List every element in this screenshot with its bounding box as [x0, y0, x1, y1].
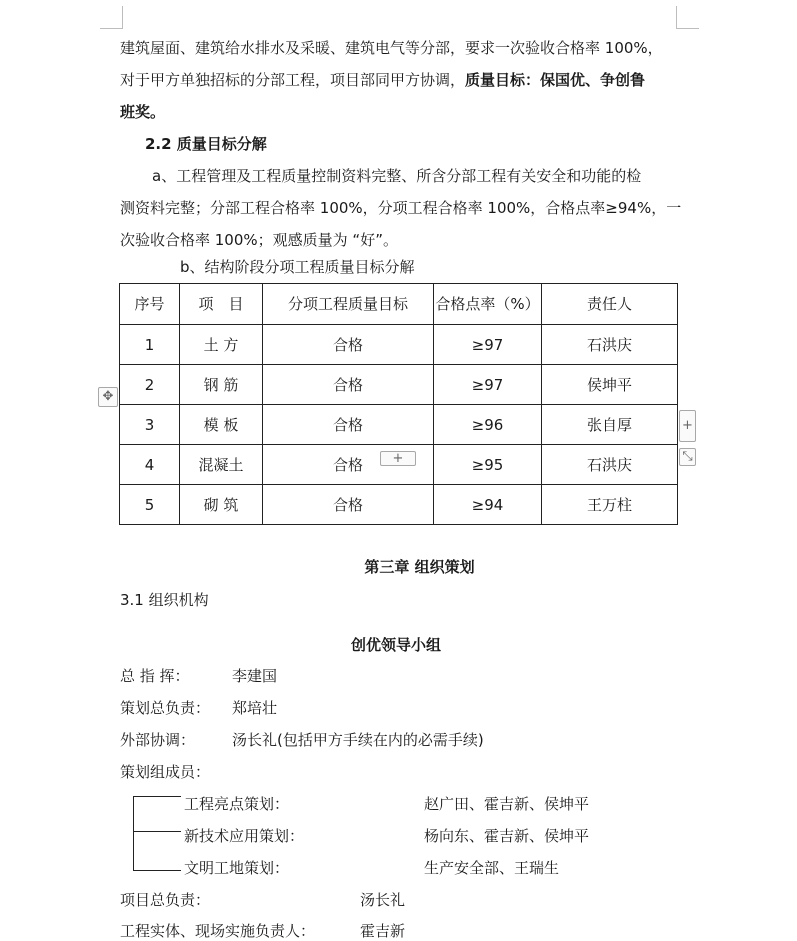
org-tree-connector: [133, 796, 134, 870]
role-label: 总 指 挥：: [120, 667, 190, 685]
member-role-label: 工程亮点策划：: [184, 795, 290, 813]
role-value: 郑培壮: [232, 699, 278, 717]
section-heading-2-2: 2.2 质量目标分解: [145, 135, 267, 153]
member-role-value: 生产安全部、王瑞生: [424, 859, 560, 877]
table-cell[interactable]: 合格: [263, 485, 434, 525]
add-column-button-icon[interactable]: +: [679, 410, 696, 442]
table-cell[interactable]: ≥94: [434, 485, 542, 525]
paragraph-line: a、工程管理及工程质量控制资料完整、所含分部工程有关安全和功能的检: [152, 167, 642, 185]
section-heading-3-1: 3.1 组织机构: [120, 591, 209, 609]
table-cell[interactable]: 合格: [263, 405, 434, 445]
table-header-cell[interactable]: 分项工程质量目标: [263, 284, 434, 325]
quality-goal-text: 班奖。: [120, 103, 166, 121]
quality-goal-text: 质量目标：保国优、争创鲁: [465, 71, 646, 89]
table-cell[interactable]: 合格: [263, 445, 434, 485]
table-cell[interactable]: 侯坤平: [542, 365, 678, 405]
table-cell[interactable]: 2: [120, 365, 180, 405]
members-label: 策划组成员：: [120, 763, 211, 781]
table-header-row: [120, 284, 678, 325]
table-cell[interactable]: ≥97: [434, 325, 542, 365]
table-move-handle-icon[interactable]: ✥: [98, 387, 118, 407]
table-row: [120, 365, 678, 405]
page-corner-mark-top-left: [100, 6, 123, 29]
member-role-value: 杨向东、霍吉新、侯坤平: [424, 827, 590, 845]
table-cell[interactable]: ≥95: [434, 445, 542, 485]
member-role-label: 文明工地策划：: [184, 859, 290, 877]
site-lead-value: 霍吉新: [360, 922, 406, 940]
role-label: 策划总负责：: [120, 699, 211, 717]
paragraph-line: 测资料完整；分部工程合格率 100%，分项工程合格率 100%，合格点率≥94%，一: [120, 199, 682, 217]
table-cell[interactable]: 4: [120, 445, 180, 485]
table-cell[interactable]: 石洪庆: [542, 445, 678, 485]
org-tree-branch: [133, 870, 181, 871]
table-row: [120, 485, 678, 525]
table-cell[interactable]: 土 方: [180, 325, 263, 365]
member-role-value: 赵广田、霍吉新、侯坤平: [424, 795, 590, 813]
table-header-cell[interactable]: 合格点率（%）: [434, 284, 542, 325]
org-tree-branch: [133, 831, 181, 832]
table-header-cell[interactable]: 项 目: [180, 284, 263, 325]
table-cell[interactable]: 3: [120, 405, 180, 445]
paragraph-line: [120, 70, 645, 90]
table-row: [120, 405, 678, 445]
quality-target-table: [119, 283, 678, 525]
table-cell[interactable]: 石洪庆: [542, 325, 678, 365]
paragraph-line: 建筑屋面、建筑给水排水及采暖、建筑电气等分部，要求一次验收合格率 100%，: [120, 39, 663, 57]
table-cell[interactable]: 模 板: [180, 405, 263, 445]
role-value: 汤长礼(包括甲方手续在内的必需手续): [232, 731, 484, 749]
role-value: 李建国: [232, 667, 278, 685]
group-title: 创优领导小组: [351, 636, 442, 654]
table-row: [120, 325, 678, 365]
page-corner-mark-top-right: [676, 6, 699, 29]
member-role-label: 新技术应用策划：: [184, 827, 305, 845]
project-lead-label: 项目总负责：: [120, 891, 211, 909]
table-cell[interactable]: 1: [120, 325, 180, 365]
table-cell[interactable]: 5: [120, 485, 180, 525]
table-cell[interactable]: 合格: [263, 325, 434, 365]
table-caption: b、结构阶段分项工程质量目标分解: [180, 258, 415, 276]
table-cell[interactable]: 混凝土: [180, 445, 263, 485]
org-tree-branch: [133, 796, 181, 797]
table-resize-handle-icon[interactable]: ⤡: [679, 448, 696, 466]
table-cell[interactable]: ≥96: [434, 405, 542, 445]
table-header-cell[interactable]: 责任人: [542, 284, 678, 325]
paragraph-text: 对于甲方单独招标的分部工程，项目部同甲方协调，: [120, 71, 466, 89]
table-cell[interactable]: 合格: [263, 365, 434, 405]
table-header-cell[interactable]: 序号: [120, 284, 180, 325]
add-row-button-icon[interactable]: +: [380, 451, 416, 466]
role-label: 外部协调：: [120, 731, 196, 749]
table-cell[interactable]: 王万柱: [542, 485, 678, 525]
project-lead-value: 汤长礼: [360, 891, 406, 909]
table-cell[interactable]: 钢 筋: [180, 365, 263, 405]
site-lead-label: 工程实体、现场实施负责人：: [120, 922, 316, 940]
table-cell[interactable]: ≥97: [434, 365, 542, 405]
chapter-title: 第三章 组织策划: [364, 558, 475, 576]
paragraph-line: 次验收合格率 100%；观感质量为 “好”。: [120, 231, 398, 249]
table-cell[interactable]: 砌 筑: [180, 485, 263, 525]
table-cell[interactable]: 张自厚: [542, 405, 678, 445]
